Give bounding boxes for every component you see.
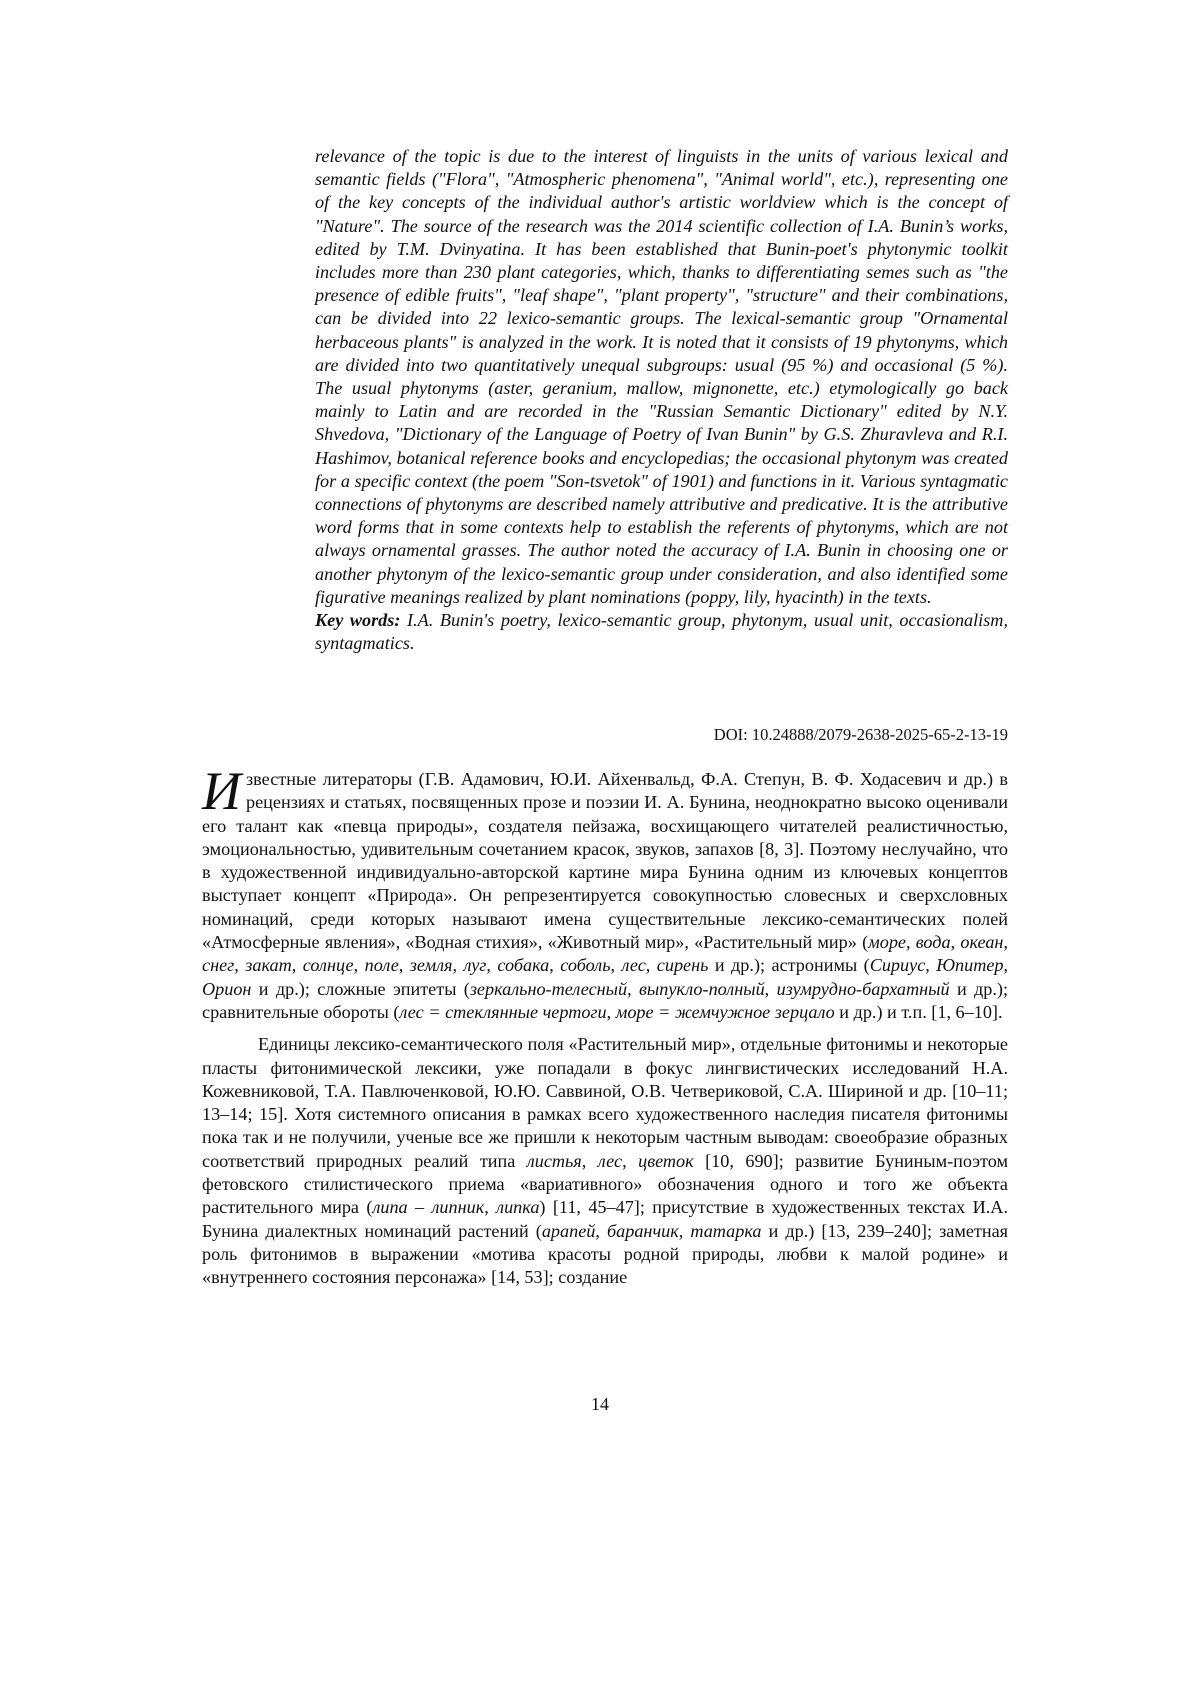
italic-run: закат xyxy=(245,955,291,975)
keywords-text: I.A. Bunin's poetry, lexico-semantic group, phytonym, usual unit, occasionalism, syntagmatics. xyxy=(315,610,1008,653)
text-run: , xyxy=(906,932,916,952)
text-run: , xyxy=(486,955,497,975)
italic-run: луг xyxy=(464,955,487,975)
italic-run: цветок xyxy=(638,1151,694,1171)
text-run: , xyxy=(234,955,245,975)
text-run: и др.) и т.п. [1, 6–10]. xyxy=(835,1002,1003,1022)
paragraph-1 xyxy=(202,768,1008,1024)
text-run: , xyxy=(951,932,961,952)
italic-run: солнце xyxy=(303,955,354,975)
italic-run: липа – липник xyxy=(372,1197,484,1217)
abstract-block xyxy=(315,145,1008,655)
italic-run: собака xyxy=(497,955,549,975)
text-run: , xyxy=(925,955,936,975)
italic-run: лес = стеклянные чертоги xyxy=(399,1002,606,1022)
italic-run: вода xyxy=(916,932,951,952)
text-run: [10, 690]; развитие Буниным-поэтом фетовского стилистического приема «вариативного» обозначения одного и того же объекта растительного мира ( xyxy=(202,1151,1008,1218)
text-run: , xyxy=(354,955,365,975)
italic-run: зеркально-телесный xyxy=(470,979,627,999)
text-run: , xyxy=(622,1151,638,1171)
text-run: и др.) [13, 239–240]; заметная роль фитонимов в выражении «мотива красоты родной природы, любви к малой родине» и «внутреннего состояния персонажа» [14, 53]; создание xyxy=(202,1221,1008,1288)
text-run: , xyxy=(1004,955,1009,975)
text-run: и др.); сравнительные обороты ( xyxy=(202,979,1008,1022)
text-run: , xyxy=(484,1197,496,1217)
abstract-text: relevance of the topic is due to the interest of linguists in the units of various lexical and semantic fields ("Flora", "Atmospheric phenomena", "Animal world", etc.), representing one of the key concepts of the individual author's artistic worldview which is the concept of "Nature". The source of the research was the 2014 scientific collection of I.A. Bunin’s works, edited by T.M. Dvinyatina. It has been established that Bunin-poet's phytonymic toolkit includes more than 230 plant categories, which, thanks to differentiating semes such as "the presence of edible fruits", "leaf shape", "plant property", "structure" and their combinations, can be divided into 22 lexico-semantic groups. The lexical-semantic group "Ornamental herbaceous plants" is analyzed in the work. It is noted that it consists of 19 phytonyms, which are divided into two quantitatively unequal subgroups: usual (95 %) and occasional (5 %). The usual phytonyms (aster, geranium, mallow, mignonette, etc.) etymologically go back mainly to Latin and are recorded in the "Russian Semantic Dictionary" edited by N.Y. Shvedova, "Dictionary of the Language of Poetry of Ivan Bunin" by G.S. Zhuravleva and R.I. Hashimov, botanical reference books and encyclopedias; the occasional phytonym was created for a specific context (the poem "Son-tsvetok" of 1901) and functions in it. Various syntagmatic connections of phytonyms are described namely attributive and predicative. It is the attributive word forms that in some contexts help to establish the referents of phytonyms, which are not always ornamental grasses. The author noted the accuracy of I.A. Bunin in choosing one or another phytonym of the lexico-semantic group under consideration, and also identified some figurative meanings realized by plant nominations (poppy, lily, hyacinth) in the texts. xyxy=(315,145,1008,609)
italic-run: море xyxy=(868,932,906,952)
keywords-line xyxy=(315,609,1008,655)
text-run: , xyxy=(679,1221,691,1241)
text-run: , xyxy=(765,979,777,999)
text-run: , xyxy=(453,955,464,975)
article-body xyxy=(202,768,1008,1290)
text-run: , xyxy=(646,955,657,975)
italic-run: листья xyxy=(527,1151,582,1171)
italic-run: земля xyxy=(410,955,453,975)
drop-cap: И xyxy=(202,770,241,812)
doi-line: DOI: 10.24888/2079-2638-2025-65-2-13-19 xyxy=(315,724,1008,746)
italic-run: поле xyxy=(365,955,399,975)
text-run: и др.); сложные эпитеты ( xyxy=(251,979,469,999)
italic-run: море = жемчужное зерцало xyxy=(616,1002,835,1022)
italic-run: Орион xyxy=(202,979,251,999)
italic-run: Сириус xyxy=(870,955,926,975)
italic-run: баранчик xyxy=(607,1221,679,1241)
text-run: , xyxy=(582,1151,598,1171)
italic-run: изумрудно-бархатный xyxy=(777,979,950,999)
italic-run: океан xyxy=(960,932,1003,952)
italic-run: татарка xyxy=(690,1221,761,1241)
keywords-label: Key words: xyxy=(315,610,400,630)
paragraph-2 xyxy=(202,1033,1008,1289)
text-run: , xyxy=(607,1002,616,1022)
text-run: , xyxy=(1003,932,1008,952)
italic-run: лес xyxy=(598,1151,622,1171)
italic-run: липка xyxy=(496,1197,539,1217)
text-run: Единицы лексико-семантического поля «Растительный мир», отдельные фитонимы и некоторые пласты фитонимической лексики, уже попадали в фокус лингвистических исследований Н.А. Кожевниковой, Т.А. Павлюченковой, Ю.Ю. Саввиной, О.В. Четвериковой, С.А. Шириной и др. [10–11; 13–14; 15]. Хотя системного описания в рамках всего художественного наследия писателя фитонимы пока так и не получили, ученые все же пришли к некоторым частным выводам: своеобразие образных соответствий природных реалий типа xyxy=(202,1034,1008,1170)
italic-run: соболь xyxy=(560,955,610,975)
italic-run: Юпитер xyxy=(936,955,1003,975)
text-run: и др.); астронимы ( xyxy=(708,955,869,975)
italic-run: арапей xyxy=(542,1221,596,1241)
text-run: ) [11, 45–47]; присутствие в художественных текстах И.А. Бунина диалектных номинаций растений ( xyxy=(202,1197,1008,1240)
page-number: 14 xyxy=(0,1392,1200,1416)
text-run: , xyxy=(595,1221,607,1241)
text-run: , xyxy=(292,955,303,975)
italic-run: сирень xyxy=(657,955,709,975)
text-run: , xyxy=(399,955,410,975)
text-run: , xyxy=(549,955,560,975)
text-run: , xyxy=(610,955,621,975)
italic-run: снег xyxy=(202,955,234,975)
journal-page xyxy=(0,0,1200,1697)
text-run: звестные литераторы (Г.В. Адамович, Ю.И. Айхенвальд, Ф.А. Степун, В. Ф. Ходасевич и др.) в рецензиях и статьях, посвященных прозе и поэзии И. А. Бунина, неоднократно высоко оценивали его талант как «певца природы», создателя пейзажа, восхищающего читателей реалистичностью, эмоциональностью, удивительным сочетанием красок, звуков, запахов [8, 3]. Поэтому неслучайно, что в художественной индивидуально-авторской картине мира Бунина одним из ключевых концептов выступает концепт «Природа». Он репрезентируется совокупностью словесных и сверхсловных номинаций, среди которых называют имена существительные лексико-семантических полей «Атмосферные явления», «Водная стихия», «Животный мир», «Растительный мир» ( xyxy=(202,769,1008,952)
text-run: , xyxy=(627,979,639,999)
italic-run: выпукло-полный xyxy=(639,979,765,999)
italic-run: лес xyxy=(621,955,645,975)
